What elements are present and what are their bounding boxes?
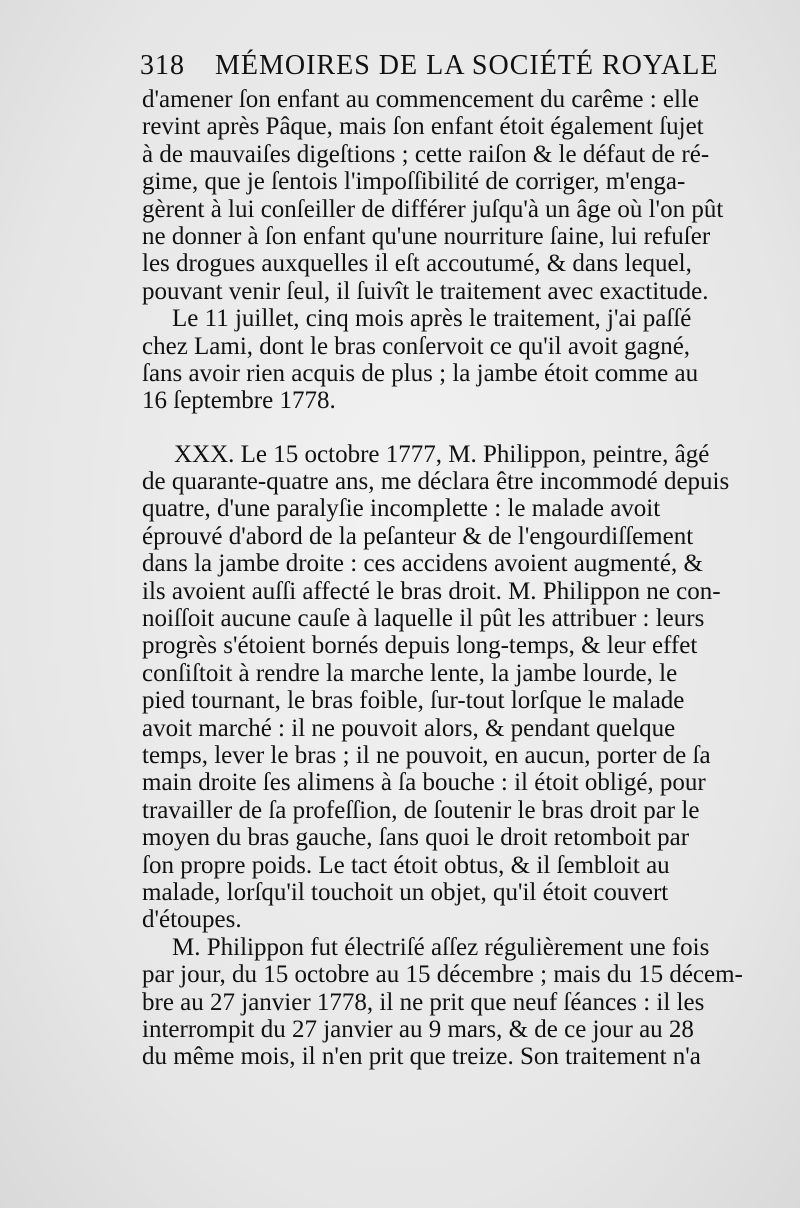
- text-line: conſiſtoit à rendre la marche lente, la jambe lourde, le: [142, 659, 678, 687]
- text-line: ſans avoir rien acquis de plus ; la jambe étoit comme au: [142, 359, 699, 387]
- text-line: pouvant venir ſeul, il ſuivît le traitement avec exactitude.: [142, 277, 709, 305]
- text-line: dans la jambe droite : ces accidens avoient augmenté, &: [142, 550, 703, 578]
- paragraph: [142, 441, 782, 934]
- text-line: moyen du bras gauche, ſans quoi le droit retomboit par: [142, 824, 690, 852]
- text-line: interrompit du 27 janvier au 9 mars, & de ce jour au 28: [142, 1015, 694, 1043]
- text-line: d'amener ſon enfant au commencement du carême : elle: [142, 86, 700, 113]
- text-line: de quarante-quatre ans, me déclara être incommodé depuis: [142, 468, 730, 496]
- body-text: [142, 86, 782, 1071]
- page-number: 318: [140, 50, 185, 81]
- text-line: chez Lami, dont le bras conſervoit ce qu'il avoit gagné,: [142, 332, 691, 360]
- text-line: à de mauvaiſes digeſtions ; cette raiſon & le défaut de ré-: [142, 140, 710, 168]
- text-line: gime, que je ſentois l'impoſſibilité de corriger, m'enga-: [142, 168, 686, 196]
- text-line: pied tournant, le bras foible, ſur-tout lorſque le malade: [142, 687, 685, 715]
- text-line: par jour, du 15 octobre au 15 décembre ; mais du 15 décem-: [142, 961, 743, 989]
- paragraph: [142, 305, 782, 415]
- text-line: malade, lorſqu'il touchoit un objet, qu'il étoit couvert: [142, 878, 669, 906]
- text-line: M. Philippon fut électriſé aſſez régulièrement une fois: [172, 933, 710, 961]
- text-line: progrès s'étoient bornés depuis long-temps, & leur effet: [142, 632, 698, 660]
- text-line: d'étoupes.: [142, 906, 242, 934]
- text-line: du même mois, il n'en prit que treize. Son traitement n'a: [142, 1043, 701, 1071]
- text-line: temps, lever le bras ; il ne pouvoit, en aucun, porter de ſa: [142, 741, 711, 769]
- section-gap: [142, 415, 782, 441]
- text-line: XXX. Le 15 octobre 1777, M. Philippon, peintre, âgé: [174, 440, 710, 468]
- text-line: travailler de ſa profeſſion, de ſoutenir le bras droit par le: [142, 796, 700, 824]
- paragraph: [142, 934, 782, 1071]
- text-line: 16 ſeptembre 1778.: [142, 387, 336, 415]
- text-line: éprouvé d'abord de la peſanteur & de l'engourdiſſement: [142, 522, 694, 550]
- text-line: ils avoient auſſi affecté le bras droit. M. Philippon ne con-: [142, 577, 721, 605]
- text-line: main droite ſes alimens à ſa bouche : il étoit obligé, pour: [142, 769, 706, 797]
- text-line: revint après Pâque, mais ſon enfant étoit également ſujet: [142, 113, 704, 141]
- running-header: [140, 50, 719, 82]
- text-line: quatre, d'une paralyſie incomplette : le malade avoit: [142, 495, 661, 523]
- running-title: MÉMOIRES DE LA SOCIÉTÉ ROYALE: [215, 50, 719, 81]
- text-line: Le 11 juillet, cinq mois après le traitement, j'ai paſſé: [172, 305, 692, 333]
- text-line: ſon propre poids. Le tact étoit obtus, & il ſembloit au: [142, 851, 670, 879]
- text-line: noiſſoit aucune cauſe à laquelle il pût les attribuer : leurs: [142, 605, 705, 633]
- text-line: les drogues auxquelles il eſt accoutumé, & dans lequel,: [142, 250, 692, 278]
- paragraph: [142, 86, 782, 305]
- text-line: avoit marché : il ne pouvoit alors, & pendant quelque: [142, 714, 676, 742]
- text-line: ne donner à ſon enfant qu'une nourriture ſaine, lui refuſer: [142, 222, 711, 250]
- text-line: bre au 27 janvier 1778, il ne prit que neuf ſéances : il les: [142, 988, 705, 1016]
- text-line: gèrent à lui conſeiller de différer juſqu'à un âge où l'on pût: [142, 195, 724, 223]
